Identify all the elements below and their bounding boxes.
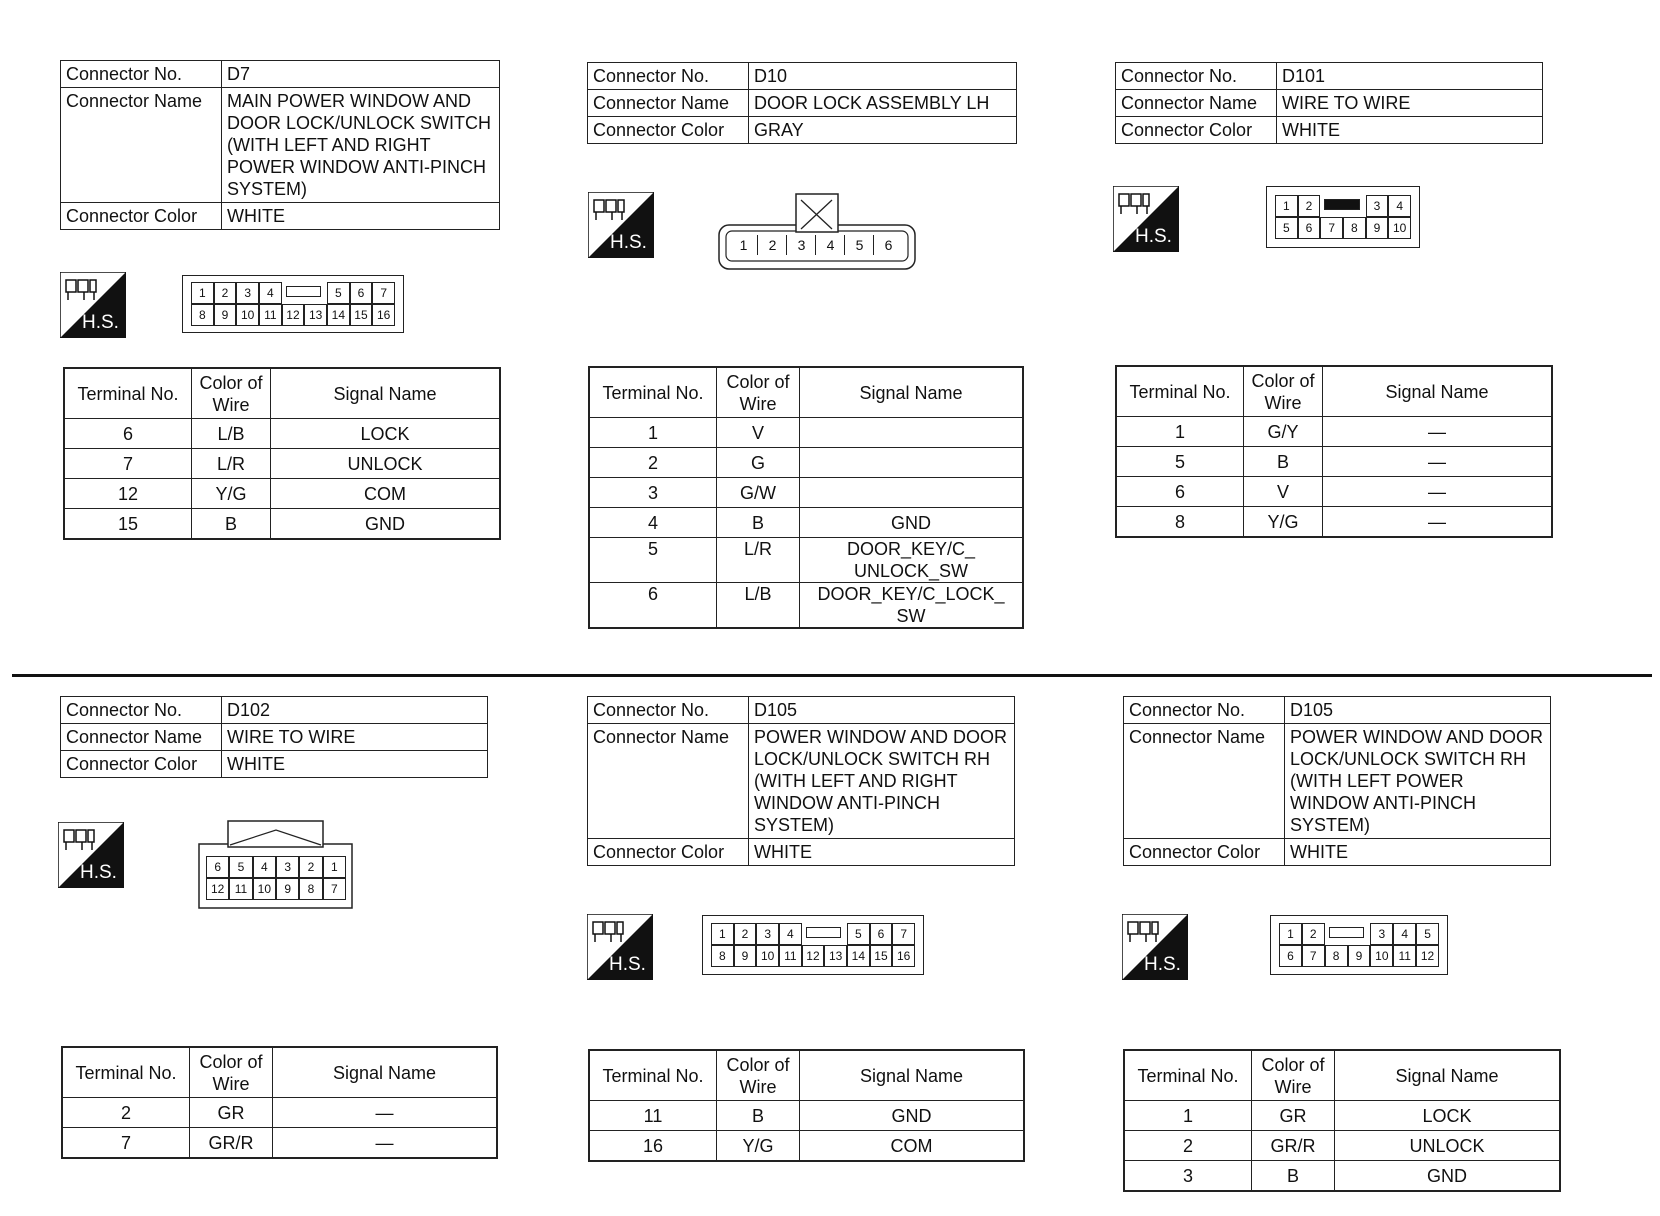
- pin-7: 7: [1320, 217, 1343, 239]
- wire-color-cell: V: [717, 418, 800, 448]
- wire-color-header: Color of Wire: [717, 1050, 800, 1101]
- pin-2: 2: [299, 856, 322, 878]
- terminal-no-cell: 16: [589, 1131, 717, 1162]
- connector-name-label: Connector Name: [588, 724, 749, 839]
- signal-name-cell: DOOR_KEY/C_LOCK_ SW: [800, 583, 1024, 629]
- wire-color-cell: L/B: [192, 419, 271, 449]
- pin-10: 10: [1370, 945, 1393, 967]
- pin-5: 5: [229, 856, 252, 878]
- pin-8: 8: [1325, 945, 1348, 967]
- connector-no-value: D10: [749, 63, 1017, 90]
- hs-label: H.S.: [610, 232, 647, 253]
- pin-6: 6: [206, 856, 229, 878]
- pin-2: 2: [759, 235, 787, 255]
- wire-color-cell: GR/R: [190, 1128, 273, 1159]
- wire-color-cell: V: [1244, 477, 1323, 507]
- table-row: [589, 1101, 1024, 1131]
- wire-color-cell: B: [717, 508, 800, 538]
- connector-info-d105-b: [1123, 696, 1551, 866]
- wire-color-cell: Y/G: [192, 479, 271, 509]
- pin-10: 10: [1388, 217, 1411, 239]
- connector-name-label: Connector Name: [61, 724, 222, 751]
- key-slot: [282, 282, 325, 302]
- signal-name-cell: COM: [800, 1131, 1025, 1162]
- connector-no-value: D105: [749, 697, 1015, 724]
- connector-no-value: D105: [1285, 697, 1551, 724]
- wire-color-cell: G: [717, 448, 800, 478]
- connector-color-value: WHITE: [1285, 839, 1551, 866]
- table-row: [1116, 477, 1552, 507]
- wire-color-cell: Y/G: [717, 1131, 800, 1162]
- pin-13: 13: [304, 304, 327, 326]
- table-row: [1124, 1161, 1560, 1192]
- connector-face-d105-a: [702, 915, 924, 975]
- terminal-no-cell: 11: [589, 1101, 717, 1131]
- wire-color-cell: Y/G: [1244, 507, 1323, 538]
- terminal-no-cell: 1: [589, 418, 717, 448]
- pin-3: 3: [236, 282, 259, 304]
- connector-color-label: Connector Color: [588, 839, 749, 866]
- connector-no-label: Connector No.: [61, 697, 222, 724]
- terminal-table-d101: [1115, 365, 1553, 538]
- hs-label: H.S.: [80, 862, 117, 883]
- terminal-table-d105-a: [588, 1049, 1025, 1162]
- table-row: [589, 538, 1023, 583]
- connector-color-value: WHITE: [222, 751, 488, 778]
- harness-side-icon: [1122, 914, 1188, 980]
- key-slot: [1320, 195, 1363, 215]
- pin-5: 5: [1275, 217, 1298, 239]
- connector-name-value: WIRE TO WIRE: [1277, 90, 1543, 117]
- connector-color-value: WHITE: [1277, 117, 1543, 144]
- harness-side-icon: [587, 914, 653, 980]
- pin-6: 6: [350, 282, 373, 304]
- key-slot: [802, 923, 845, 943]
- pin-1: 1: [191, 282, 214, 304]
- terminal-no-cell: 3: [1124, 1161, 1252, 1192]
- pin-10: 10: [756, 945, 779, 967]
- signal-name-cell: —: [1323, 477, 1553, 507]
- table-row: [1116, 507, 1552, 538]
- connector-no-label: Connector No.: [1124, 697, 1285, 724]
- wire-color-cell: GR: [1252, 1101, 1335, 1131]
- wire-color-header: Color of Wire: [1252, 1050, 1335, 1101]
- wire-color-cell: L/B: [717, 583, 800, 629]
- signal-name-cell: COM: [271, 479, 501, 509]
- pin-12: 12: [802, 945, 825, 967]
- signal-name-cell: LOCK: [271, 419, 501, 449]
- terminal-no-cell: 5: [1116, 447, 1244, 477]
- pin-5: 5: [846, 235, 874, 255]
- hs-label: H.S.: [82, 312, 119, 333]
- terminal-no-cell: 1: [1124, 1101, 1252, 1131]
- pin-8: 8: [1343, 217, 1366, 239]
- pin-3: 3: [1370, 923, 1393, 945]
- terminal-no-header: Terminal No.: [62, 1047, 190, 1098]
- signal-name-cell: GND: [1335, 1161, 1561, 1192]
- table-row: [589, 418, 1023, 448]
- terminal-no-cell: 2: [1124, 1131, 1252, 1161]
- connector-no-value: D101: [1277, 63, 1543, 90]
- wire-color-cell: G/W: [717, 478, 800, 508]
- pin-5: 5: [327, 282, 350, 304]
- signal-name-cell: —: [273, 1098, 498, 1128]
- connector-name-value: POWER WINDOW AND DOOR LOCK/UNLOCK SWITCH RH (WITH LEFT POWER WINDOW ANTI-PINCH SYSTEM): [1285, 724, 1551, 839]
- pin-4: 4: [1388, 195, 1411, 217]
- connector-name-label: Connector Name: [1124, 724, 1285, 839]
- pin-6: 6: [884, 237, 893, 253]
- connector-color-value: WHITE: [222, 203, 500, 230]
- table-row: [589, 583, 1023, 629]
- connector-color-label: Connector Color: [61, 751, 222, 778]
- pin-8: 8: [191, 304, 214, 326]
- key-slot-mark: [1324, 199, 1359, 210]
- connector-face-d7: [182, 275, 404, 333]
- signal-name-cell: GND: [800, 508, 1024, 538]
- connector-no-label: Connector No.: [61, 61, 222, 88]
- pin-3: 3: [276, 856, 299, 878]
- pin-12: 12: [206, 878, 229, 900]
- pin-1: 1: [730, 235, 758, 255]
- wire-color-cell: B: [717, 1101, 800, 1131]
- connector-no-label: Connector No.: [1116, 63, 1277, 90]
- terminal-no-cell: 15: [64, 509, 192, 540]
- pin-1: 1: [1279, 923, 1302, 945]
- table-row: [64, 449, 500, 479]
- pin-14: 14: [847, 945, 870, 967]
- pin-16: 16: [892, 945, 915, 967]
- section-divider: [12, 674, 1652, 677]
- terminal-no-cell: 7: [62, 1128, 190, 1159]
- pin-6: 6: [870, 923, 893, 945]
- harness-side-icon: [60, 272, 126, 338]
- wire-color-cell: B: [1252, 1161, 1335, 1192]
- pin-10: 10: [236, 304, 259, 326]
- connector-face-d101: [1266, 186, 1420, 248]
- table-row: [1124, 1101, 1560, 1131]
- pin-2: 2: [1298, 195, 1321, 217]
- pin-8: 8: [299, 878, 322, 900]
- pin-7: 7: [1302, 945, 1325, 967]
- terminal-table-d7: [63, 367, 501, 540]
- wire-color-cell: B: [1244, 447, 1323, 477]
- connector-no-value: D102: [222, 697, 488, 724]
- pin-15: 15: [350, 304, 373, 326]
- signal-name-header: Signal Name: [800, 367, 1024, 418]
- hs-label: H.S.: [609, 954, 646, 975]
- connector-color-label: Connector Color: [61, 203, 222, 230]
- table-row: [1116, 447, 1552, 477]
- terminal-table-d102: [61, 1046, 498, 1159]
- terminal-no-cell: 2: [589, 448, 717, 478]
- pin-12: 12: [282, 304, 305, 326]
- pin-1: 1: [711, 923, 734, 945]
- pin-11: 11: [1393, 945, 1416, 967]
- terminal-table-d105-b: [1123, 1049, 1561, 1192]
- table-row: [1116, 417, 1552, 447]
- table-row: [64, 479, 500, 509]
- signal-name-cell: [800, 478, 1024, 508]
- pin-10: 10: [253, 878, 276, 900]
- terminal-no-cell: 4: [589, 508, 717, 538]
- pin-6: 6: [1298, 217, 1321, 239]
- pin-9: 9: [1366, 217, 1389, 239]
- connector-color-label: Connector Color: [1124, 839, 1285, 866]
- terminal-table-d10: [588, 366, 1024, 629]
- pin-1: 1: [1275, 195, 1298, 217]
- terminal-no-cell: 8: [1116, 507, 1244, 538]
- pin-7: 7: [892, 923, 915, 945]
- table-row: [64, 419, 500, 449]
- table-row: [62, 1098, 497, 1128]
- signal-name-header: Signal Name: [800, 1050, 1025, 1101]
- terminal-no-cell: 6: [1116, 477, 1244, 507]
- signal-name-header: Signal Name: [1335, 1050, 1561, 1101]
- wire-color-cell: GR: [190, 1098, 273, 1128]
- pin-3: 3: [1366, 195, 1389, 217]
- connector-name-value: MAIN POWER WINDOW AND DOOR LOCK/UNLOCK SWITCH (WITH LEFT AND RIGHT POWER WINDOW ANTI-PINCH SYSTEM): [222, 88, 500, 203]
- connector-face-d102: [198, 820, 354, 910]
- table-row: [64, 509, 500, 540]
- connector-info-d7: [60, 60, 500, 230]
- terminal-no-header: Terminal No.: [589, 367, 717, 418]
- signal-name-header: Signal Name: [273, 1047, 498, 1098]
- pin-5: 5: [1416, 923, 1439, 945]
- table-row: [589, 508, 1023, 538]
- pin-2: 2: [214, 282, 237, 304]
- hs-label: H.S.: [1144, 954, 1181, 975]
- pin-2: 2: [734, 923, 757, 945]
- pin-11: 11: [229, 878, 252, 900]
- terminal-no-header: Terminal No.: [589, 1050, 717, 1101]
- table-row: [589, 1131, 1024, 1162]
- key-slot-mark: [286, 286, 321, 297]
- table-row: [62, 1128, 497, 1159]
- signal-name-cell: —: [273, 1128, 498, 1159]
- key-slot: [1325, 923, 1369, 943]
- pin-5: 5: [847, 923, 870, 945]
- signal-name-cell: —: [1323, 507, 1553, 538]
- harness-side-icon: [1113, 186, 1179, 252]
- pin-15: 15: [870, 945, 893, 967]
- signal-name-header: Signal Name: [1323, 366, 1553, 417]
- wire-color-header: Color of Wire: [717, 367, 800, 418]
- terminal-no-header: Terminal No.: [64, 368, 192, 419]
- pin-16: 16: [372, 304, 395, 326]
- pin-4: 4: [253, 856, 276, 878]
- signal-name-cell: UNLOCK: [271, 449, 501, 479]
- wire-color-cell: L/R: [192, 449, 271, 479]
- terminal-no-cell: 6: [64, 419, 192, 449]
- terminal-no-cell: 1: [1116, 417, 1244, 447]
- pin-11: 11: [259, 304, 282, 326]
- connector-color-value: GRAY: [749, 117, 1017, 144]
- connector-no-label: Connector No.: [588, 697, 749, 724]
- wire-color-cell: GR/R: [1252, 1131, 1335, 1161]
- pin-3: 3: [756, 923, 779, 945]
- connector-color-value: WHITE: [749, 839, 1015, 866]
- pin-11: 11: [779, 945, 802, 967]
- key-slot-mark: [1329, 927, 1365, 938]
- connector-info-d10: [587, 62, 1017, 144]
- pin-8: 8: [711, 945, 734, 967]
- pin-3: 3: [788, 235, 816, 255]
- connector-info-d102: [60, 696, 488, 778]
- pin-4: 4: [779, 923, 802, 945]
- pin-7: 7: [372, 282, 395, 304]
- connector-name-value: WIRE TO WIRE: [222, 724, 488, 751]
- harness-side-icon: [58, 822, 124, 888]
- signal-name-cell: —: [1323, 417, 1553, 447]
- pin-13: 13: [824, 945, 847, 967]
- wire-color-header: Color of Wire: [192, 368, 271, 419]
- connector-face-d10: [718, 193, 918, 271]
- terminal-no-header: Terminal No.: [1116, 366, 1244, 417]
- wire-color-cell: B: [192, 509, 271, 540]
- connector-name-label: Connector Name: [1116, 90, 1277, 117]
- terminal-no-cell: 5: [589, 538, 717, 583]
- signal-name-cell: [800, 448, 1024, 478]
- pin-9: 9: [276, 878, 299, 900]
- connector-name-label: Connector Name: [588, 90, 749, 117]
- table-row: [1124, 1131, 1560, 1161]
- pin-9: 9: [734, 945, 757, 967]
- terminal-no-cell: 2: [62, 1098, 190, 1128]
- signal-name-cell: [800, 418, 1024, 448]
- connector-face-d105-b: [1270, 915, 1448, 975]
- connector-name-value: POWER WINDOW AND DOOR LOCK/UNLOCK SWITCH RH (WITH LEFT AND RIGHT WINDOW ANTI-PINCH SYSTEM): [749, 724, 1015, 839]
- pin-12: 12: [1416, 945, 1439, 967]
- signal-name-cell: UNLOCK: [1335, 1131, 1561, 1161]
- signal-name-cell: GND: [800, 1101, 1025, 1131]
- wire-color-cell: L/R: [717, 538, 800, 583]
- hs-label: H.S.: [1135, 226, 1172, 247]
- table-row: [589, 478, 1023, 508]
- pin-2: 2: [1302, 923, 1325, 945]
- pin-9: 9: [214, 304, 237, 326]
- terminal-no-header: Terminal No.: [1124, 1050, 1252, 1101]
- pin-4: 4: [259, 282, 282, 304]
- harness-side-icon: [588, 192, 654, 258]
- signal-name-header: Signal Name: [271, 368, 501, 419]
- pin-6: 6: [1279, 945, 1302, 967]
- terminal-no-cell: 3: [589, 478, 717, 508]
- table-row: [589, 448, 1023, 478]
- signal-name-cell: DOOR_KEY/C_ UNLOCK_SW: [800, 538, 1024, 583]
- connector-info-d105-a: [587, 696, 1015, 866]
- connector-no-label: Connector No.: [588, 63, 749, 90]
- pin-7: 7: [323, 878, 346, 900]
- connector-color-label: Connector Color: [588, 117, 749, 144]
- signal-name-cell: LOCK: [1335, 1101, 1561, 1131]
- connector-name-value: DOOR LOCK ASSEMBLY LH: [749, 90, 1017, 117]
- connector-no-value: D7: [222, 61, 500, 88]
- wire-color-header: Color of Wire: [1244, 366, 1323, 417]
- terminal-no-cell: 7: [64, 449, 192, 479]
- terminal-no-cell: 6: [589, 583, 717, 629]
- signal-name-cell: —: [1323, 447, 1553, 477]
- connector-info-d101: [1115, 62, 1543, 144]
- pin-1: 1: [323, 856, 346, 878]
- pin-9: 9: [1348, 945, 1371, 967]
- pin-14: 14: [327, 304, 350, 326]
- wire-color-cell: G/Y: [1244, 417, 1323, 447]
- key-slot-mark: [806, 927, 841, 938]
- connector-name-label: Connector Name: [61, 88, 222, 203]
- wire-color-header: Color of Wire: [190, 1047, 273, 1098]
- pin-4: 4: [817, 235, 845, 255]
- signal-name-cell: GND: [271, 509, 501, 540]
- connector-color-label: Connector Color: [1116, 117, 1277, 144]
- pin-4: 4: [1393, 923, 1416, 945]
- terminal-no-cell: 12: [64, 479, 192, 509]
